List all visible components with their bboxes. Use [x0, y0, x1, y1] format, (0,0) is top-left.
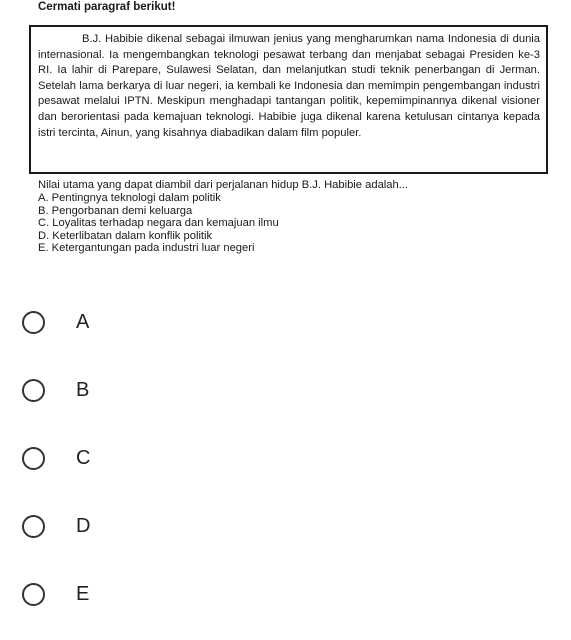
choice-a[interactable]	[22, 300, 322, 368]
choice-label-e: E	[76, 583, 90, 605]
radio-circle-icon[interactable]	[22, 515, 45, 538]
choice-label-a: A	[76, 311, 90, 333]
passage-box	[29, 25, 548, 174]
choice-c[interactable]	[22, 436, 322, 504]
radio-circle-icon[interactable]	[22, 583, 45, 606]
choice-e[interactable]	[22, 572, 322, 640]
question-stem: Nilai utama yang dapat diambil dari perjalanan hidup B.J. Habibie adalah...	[38, 179, 409, 191]
choice-label-d: D	[76, 515, 91, 537]
option-text-e: E. Ketergantungan pada industri luar negeri	[38, 242, 255, 255]
radio-circle-icon[interactable]	[22, 311, 45, 334]
passage-text: B.J. Habibie dikenal sebagai ilmuwan jenius yang mengharumkan nama Indonesia di dunia internasional. Ia mengembangkan teknologi pesawat terbang dan menjabat sebagai Presiden ke-3 RI. Ia lahir di Parepare, Sulawesi Selatan, dan melanjutkan studi teknik penerbangan di Jerman. Setelah lama berkarya di luar negeri, ia kembali ke Indonesia dan memimpin pengembangan industri pesawat melalui IPTN. Meskipun menghadapi tantangan politik, kepemimpinannya dikenal visioner dan berorientasi pada kemajuan teknologi. Habibie juga dikenal karena ketulusan cintanya kepada istri tercinta, Ainun, yang kisahnya diabadikan dalam film populer.	[38, 33, 540, 139]
option-text-a: A. Pentingnya teknologi dalam politik	[38, 192, 221, 205]
option-text-b: B. Pengorbanan demi keluarga	[38, 204, 193, 217]
option-text-d: D. Keterlibatan dalam konflik politik	[38, 229, 213, 242]
option-text-c: C. Loyalitas terhadap negara dan kemajuan ilmu	[38, 217, 279, 230]
choice-label-c: C	[76, 447, 91, 469]
choice-label-b: B	[76, 379, 90, 401]
radio-circle-icon[interactable]	[22, 379, 45, 402]
choice-d[interactable]	[22, 504, 322, 572]
choice-b[interactable]	[22, 368, 322, 436]
answer-choices	[22, 300, 322, 640]
radio-circle-icon[interactable]	[22, 447, 45, 470]
instruction-heading: Cermati paragraf berikut!	[38, 1, 176, 13]
question-block	[38, 179, 408, 254]
